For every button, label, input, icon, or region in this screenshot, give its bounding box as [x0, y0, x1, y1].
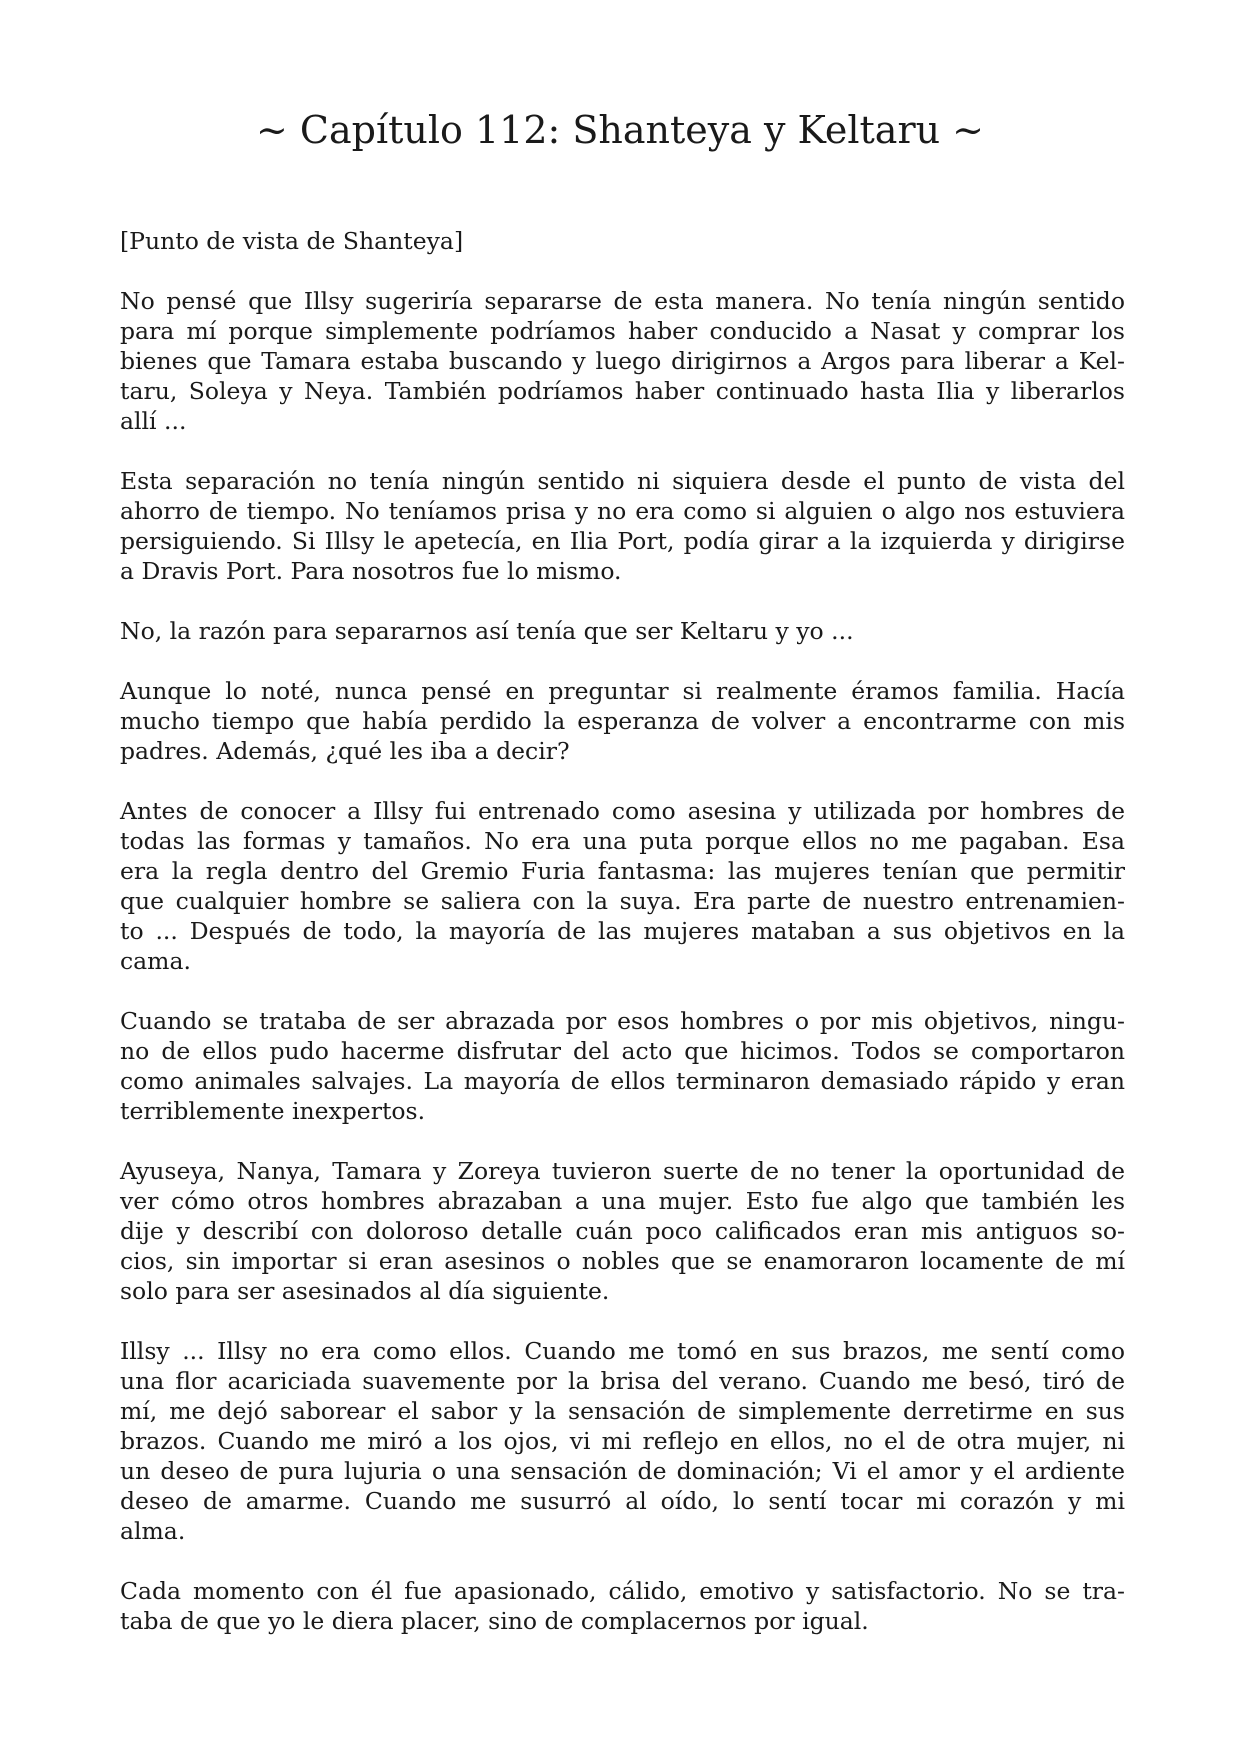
- text-line: Illsy ... Illsy no era como ellos. Cuando me tomó en sus brazos, me sentí como: [120, 1337, 1125, 1365]
- text-line: bienes que Tamara estaba buscando y luego dirigirnos a Argos para liberar a Kel-: [120, 347, 1125, 375]
- text-line: deseo de amarme. Cuando me susurró al oído, lo sentí tocar mi corazón y mi: [120, 1487, 1125, 1515]
- text-line: no de ellos pudo hacerme disfrutar del acto que hicimos. Todos se comportaron: [120, 1037, 1125, 1065]
- text-line: taru, Soleya y Neya. También podríamos haber continuado hasta Ilia y liberarlos: [120, 377, 1125, 405]
- paragraph: [120, 676, 1125, 766]
- text-line: brazos. Cuando me miró a los ojos, vi mi reflejo en ellos, no el de otra mujer, ni: [120, 1427, 1125, 1455]
- paragraph: [120, 616, 1125, 646]
- text-line: alma.: [120, 1517, 186, 1545]
- text-line: No pensé que Illsy sugeriría separarse de esta manera. No tenía ningún sentido: [120, 287, 1125, 315]
- paragraph: [120, 796, 1125, 976]
- text-line: persiguiendo. Si Illsy le apetecía, en Ilia Port, podía girar a la izquierda y dirigirse: [120, 527, 1125, 555]
- text-line: mí, me dejó saborear el sabor y la sensación de simplemente derretirme en sus: [120, 1397, 1125, 1425]
- text-line: ver cómo otros hombres abrazaban a una mujer. Esto fue algo que también les: [120, 1187, 1125, 1215]
- text-line: No, la razón para separarnos así tenía que ser Keltaru y yo ...: [120, 617, 854, 645]
- paragraph: [120, 466, 1125, 586]
- text-line: padres. Además, ¿qué les iba a decir?: [120, 737, 570, 765]
- paragraph: [120, 1576, 1125, 1636]
- text-line: solo para ser asesinados al día siguiente.: [120, 1277, 610, 1305]
- text-line: to ... Después de todo, la mayoría de las mujeres mataban a sus objetivos en la: [120, 917, 1125, 945]
- text-line: cios, sin importar si eran asesinos o nobles que se enamoraron locamente de mí: [120, 1247, 1125, 1275]
- text-line: una flor acariciada suavemente por la brisa del verano. Cuando me besó, tiró de: [120, 1367, 1125, 1395]
- text-line: Cuando se trataba de ser abrazada por esos hombres o por mis objetivos, ningu-: [120, 1007, 1125, 1035]
- paragraph: [120, 286, 1125, 436]
- text-line: como animales salvajes. La mayoría de ellos terminaron demasiado rápido y eran: [120, 1067, 1125, 1095]
- text-line: Ayuseya, Nanya, Tamara y Zoreya tuvieron suerte de no tener la oportunidad de: [120, 1157, 1125, 1185]
- text-line: Aunque lo noté, nunca pensé en preguntar si realmente éramos familia. Hacía: [120, 677, 1125, 705]
- text-line: todas las formas y tamaños. No era una puta porque ellos no me pagaban. Esa: [120, 827, 1125, 855]
- text-line: mucho tiempo que había perdido la esperanza de volver a encontrarme con mis: [120, 707, 1125, 735]
- text-line: taba de que yo le diera placer, sino de complacernos por igual.: [120, 1607, 869, 1635]
- paragraph: [120, 1156, 1125, 1306]
- text-line: que cualquier hombre se saliera con la suya. Era parte de nuestro entrenamien-: [120, 887, 1125, 915]
- text-line: a Dravis Port. Para nosotros fue lo mismo.: [120, 557, 622, 585]
- text-line: Antes de conocer a Illsy fui entrenado como asesina y utilizada por hombres de: [120, 797, 1125, 825]
- chapter-title: ~ Capítulo 112: Shanteya y Keltaru ~: [255, 108, 985, 152]
- paragraph: [120, 226, 1125, 256]
- text-line: Esta separación no tenía ningún sentido ni siquiera desde el punto de vista del: [120, 467, 1125, 495]
- text-line: para mí porque simplemente podríamos haber conducido a Nasat y comprar los: [120, 317, 1125, 345]
- text-line: era la regla dentro del Gremio Furia fantasma: las mujeres tenían que permitir: [120, 857, 1125, 885]
- chapter-body: [120, 226, 1125, 1666]
- text-line: un deseo de pura lujuria o una sensación de dominación; Vi el amor y el ardiente: [120, 1457, 1125, 1485]
- text-line: cama.: [120, 947, 191, 975]
- text-line: ahorro de tiempo. No teníamos prisa y no era como si alguien o algo nos estuviera: [120, 497, 1125, 525]
- text-line: allí ...: [120, 407, 187, 435]
- paragraph: [120, 1006, 1125, 1126]
- paragraph: [120, 1336, 1125, 1546]
- text-line: dije y describí con doloroso detalle cuán poco calificados eran mis antiguos so-: [120, 1217, 1125, 1245]
- text-line: terriblemente inexpertos.: [120, 1097, 426, 1125]
- text-line: [Punto de vista de Shanteya]: [120, 227, 464, 255]
- text-line: Cada momento con él fue apasionado, cálido, emotivo y satisfactorio. No se tra-: [120, 1577, 1125, 1605]
